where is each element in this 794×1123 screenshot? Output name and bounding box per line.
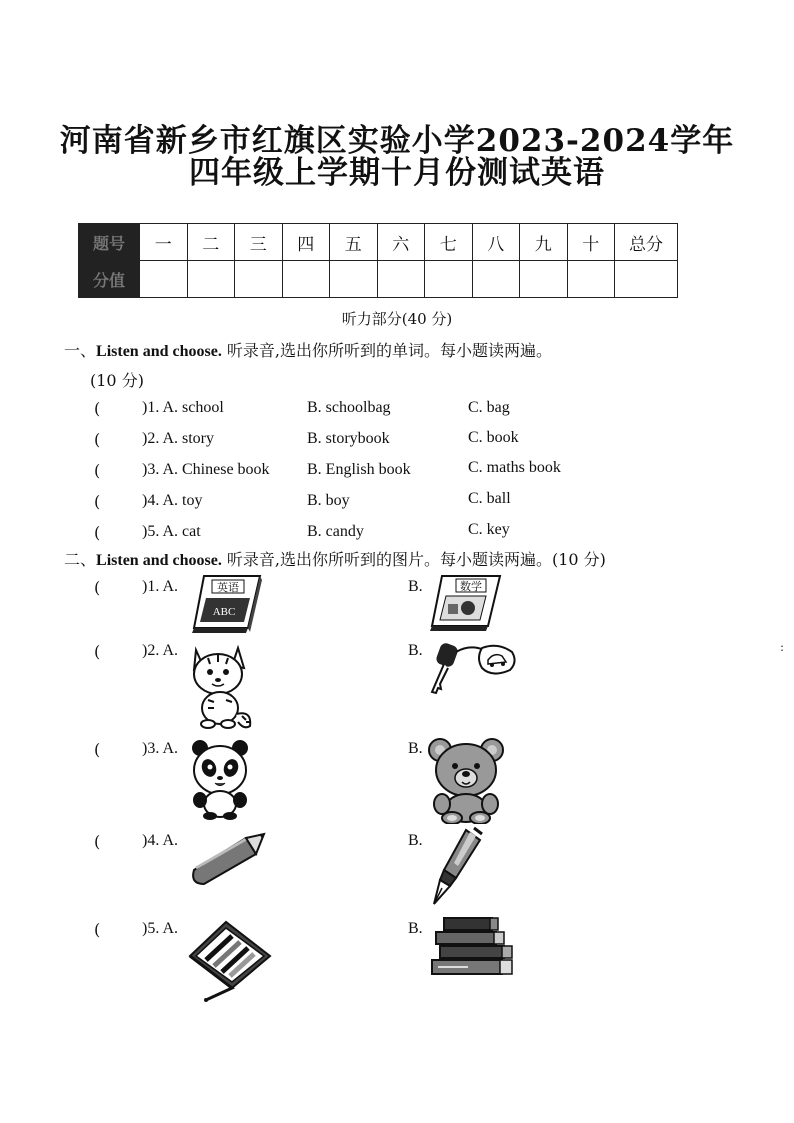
key-icon[interactable] [426,638,518,696]
score-table-header-score: 分值 [79,261,140,298]
part-title: 听力部分(40 分) [341,310,453,328]
english-book-icon[interactable] [190,572,266,634]
score-cell[interactable] [377,261,425,298]
question-option-c: C. maths book [468,459,561,476]
question-option-a: )5. A. [142,920,178,937]
pencil-case-icon[interactable] [186,916,274,1002]
answer-bracket[interactable]: ( [94,492,101,511]
page-title-line2: 四年级上学期十月份测试英语 [189,155,605,191]
question-option-b: B. boy [307,492,350,509]
score-table-col: 一 [140,224,188,261]
question-option-a: )4. A. [142,832,178,849]
cat-icon[interactable] [186,640,258,730]
score-table-col: 七 [425,224,473,261]
score-cell[interactable] [425,261,473,298]
english-book-label: 英语 [217,581,239,594]
question-option-c: C. book [468,429,519,446]
question-option-b: B. [408,920,423,937]
question-option-b: B. candy [307,523,364,540]
section2-instruction: 听录音,选出你所听到的图片。每小题读两遍。(10 分) [226,550,606,569]
question-option-b: B. [408,642,423,659]
panda-icon[interactable] [188,738,254,820]
score-cell[interactable] [472,261,520,298]
pen-icon[interactable] [426,826,486,906]
section1-score: (10 分) [90,371,144,390]
answer-bracket[interactable]: ( [94,920,101,939]
score-table-col: 十 [567,224,615,261]
score-cell[interactable] [567,261,615,298]
answer-bracket[interactable]: ( [94,523,101,542]
question-option-b: B. schoolbag [307,399,391,416]
english-book-abc: ABC [212,606,236,618]
answer-bracket[interactable]: ( [94,832,101,851]
score-cell[interactable] [235,261,283,298]
question-option-a: )2. A. story [142,430,214,447]
score-cell[interactable] [282,261,330,298]
score-table-col: 三 [235,224,283,261]
section1-number: 一、 [64,341,97,360]
score-table-col: 六 [377,224,425,261]
section2-heading [64,547,606,570]
answer-bracket[interactable]: ( [94,740,101,759]
score-table-col-total: 总分 [615,224,678,261]
question-option-b: B. [408,832,423,849]
score-table-row-numbers [79,224,678,261]
answer-bracket[interactable]: ( [94,578,101,597]
question-option-a: )5. A. cat [142,523,201,540]
question-option-a: )3. A. [142,740,178,757]
question-option-b: B. storybook [307,430,390,447]
page-title-line1: 河南省新乡市红旗区实验小学2023-2024学年 [59,123,735,159]
answer-bracket[interactable]: ( [94,642,101,661]
score-table-col: 二 [187,224,235,261]
question-option-a: )2. A. [142,642,178,659]
score-cell-total[interactable] [615,261,678,298]
section2-number: 二、 [64,550,97,569]
answer-bracket[interactable]: ( [94,430,101,449]
crayon-icon[interactable] [186,826,268,886]
question-option-b: B. English book [307,461,411,478]
score-table-col: 五 [330,224,378,261]
score-table-row-scores [79,261,678,298]
score-table-col: 四 [282,224,330,261]
score-table-col: 九 [520,224,568,261]
section1-heading [64,338,552,361]
section1-instruction: 听录音,选出你所听到的单词。每小题读两遍。 [226,341,552,360]
score-table-col: 八 [472,224,520,261]
score-cell[interactable] [140,261,188,298]
maths-book-icon[interactable] [428,572,504,632]
question-option-b: B. [408,740,423,757]
question-option-a: )1. A. school [142,399,224,416]
score-cell[interactable] [520,261,568,298]
question-option-c: C. key [468,521,510,538]
book-stack-icon[interactable] [428,914,516,980]
question-option-c: C. bag [468,399,510,416]
score-table [78,223,678,298]
side-mark: : [780,640,785,654]
question-option-a: )4. A. toy [142,492,203,509]
section1-english: Listen and choose. [96,343,222,360]
question-option-a: )3. A. Chinese book [142,461,270,478]
score-table-header-number: 题号 [79,224,140,261]
maths-book-label: 数学 [460,580,482,593]
question-option-a: )1. A. [142,578,178,595]
answer-bracket[interactable]: ( [94,461,101,480]
teddy-bear-icon[interactable] [426,736,506,824]
question-option-c: C. ball [468,490,511,507]
question-option-b: B. [408,578,423,595]
answer-bracket[interactable]: ( [94,399,101,418]
section2-english: Listen and choose. [96,552,222,569]
score-cell[interactable] [187,261,235,298]
score-cell[interactable] [330,261,378,298]
